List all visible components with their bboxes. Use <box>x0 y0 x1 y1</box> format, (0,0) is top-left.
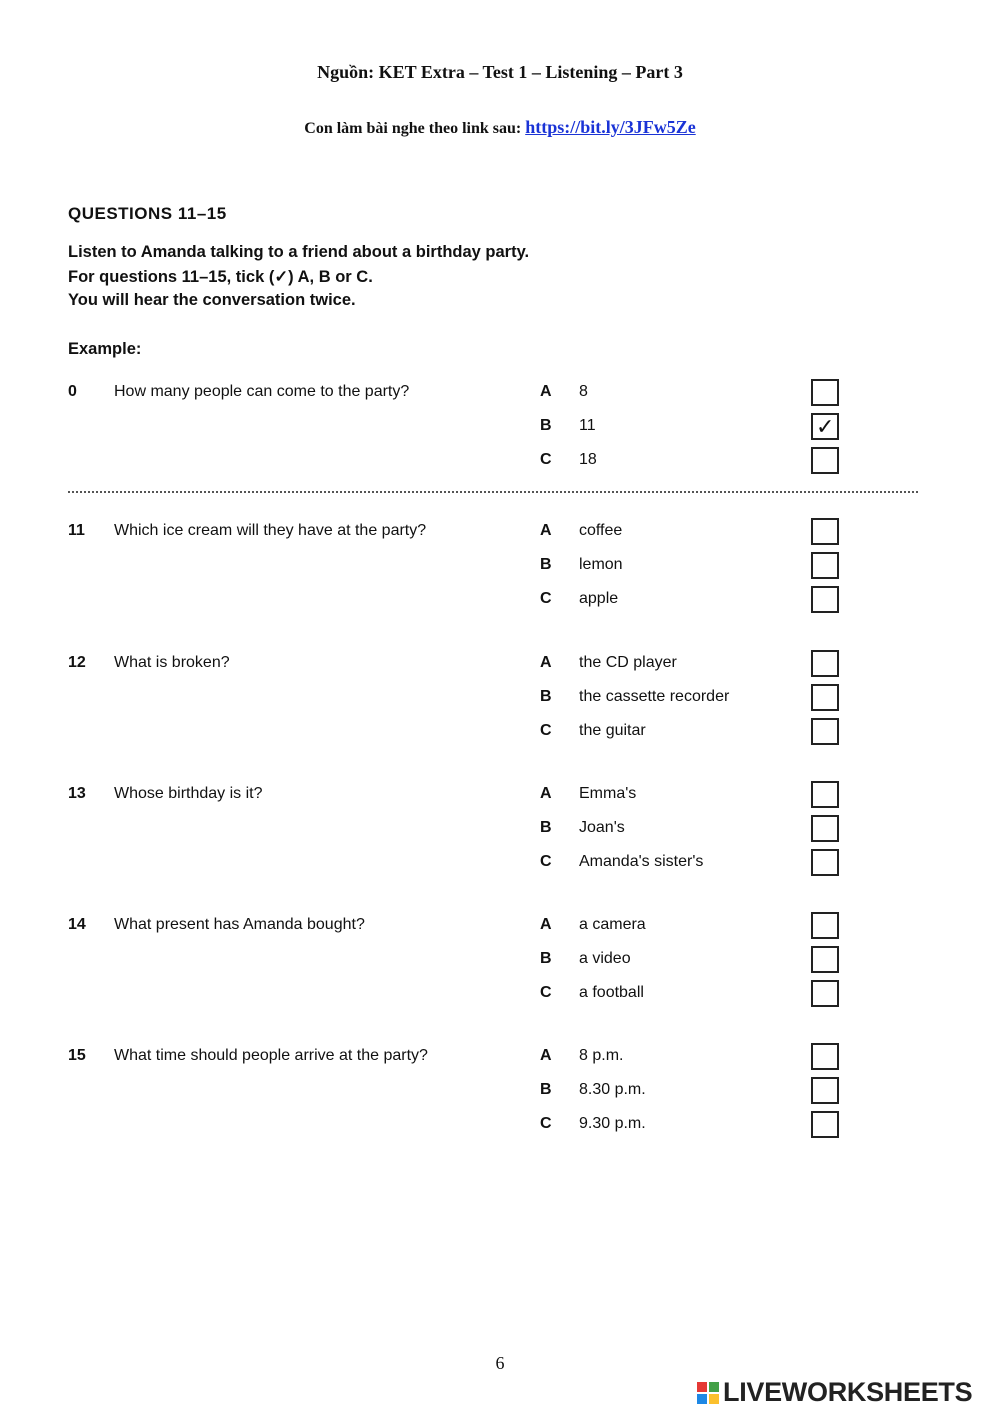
source-line: Nguồn: KET Extra – Test 1 – Listening – Part 3 <box>317 62 683 82</box>
option-text: the CD player <box>579 654 677 671</box>
option-letter: A <box>540 916 552 933</box>
logo-square <box>709 1394 719 1404</box>
answer-checkbox[interactable] <box>811 815 839 842</box>
instruction-line: You will hear the conversation twice. <box>68 291 356 309</box>
option-text: Amanda's sister's <box>579 853 704 870</box>
option-letter: C <box>540 590 552 607</box>
option-letter: B <box>540 556 552 573</box>
answer-checkbox[interactable] <box>811 447 839 474</box>
instruction-line: For questions 11–15, tick (✓) A, B or C. <box>68 268 373 286</box>
answer-checkbox[interactable] <box>811 912 839 939</box>
answer-checkbox[interactable] <box>811 552 839 579</box>
answer-checkbox[interactable] <box>811 518 839 545</box>
question-text: What time should people arrive at the party? <box>114 1047 428 1064</box>
link-prefix: Con làm bài nghe theo link sau: <box>304 120 526 137</box>
option-letter: A <box>540 654 552 671</box>
liveworksheets-logo <box>697 1377 972 1408</box>
option-letter: B <box>540 950 552 967</box>
option-letter: C <box>540 1115 552 1132</box>
question-number: 14 <box>68 916 86 933</box>
option-text: lemon <box>579 556 623 573</box>
option-letter: C <box>540 853 552 870</box>
instruction-line: Listen to Amanda talking to a friend about a birthday party. <box>68 243 530 261</box>
answer-checkbox[interactable] <box>811 650 839 677</box>
option-letter: A <box>540 383 552 400</box>
logo-text: LIVEWORKSHEETS <box>723 1377 973 1407</box>
question-number: 15 <box>68 1047 86 1064</box>
example-divider <box>68 491 918 493</box>
option-letter: C <box>540 722 552 739</box>
logo-square <box>709 1382 719 1392</box>
answer-checkbox[interactable] <box>811 413 839 440</box>
option-letter: B <box>540 688 552 705</box>
answer-checkbox[interactable] <box>811 718 839 745</box>
answer-checkbox[interactable] <box>811 849 839 876</box>
link-line <box>0 117 1000 138</box>
option-text: a video <box>579 950 631 967</box>
option-letter: C <box>540 984 552 1001</box>
question-text: Whose birthday is it? <box>114 785 263 802</box>
option-text: coffee <box>579 522 623 539</box>
option-text: a football <box>579 984 644 1001</box>
option-letter: A <box>540 785 552 802</box>
option-letter: A <box>540 522 552 539</box>
question-text: How many people can come to the party? <box>114 383 410 400</box>
answer-checkbox[interactable] <box>811 1043 839 1070</box>
option-text: 8.30 p.m. <box>579 1081 646 1098</box>
option-text: Emma's <box>579 785 637 802</box>
question-number: 13 <box>68 785 86 802</box>
answer-checkbox[interactable] <box>811 379 839 406</box>
option-letter: B <box>540 417 552 434</box>
answer-checkbox[interactable] <box>811 781 839 808</box>
question-text: What present has Amanda bought? <box>114 916 365 933</box>
audio-link[interactable]: https://bit.ly/3JFw5Ze <box>525 117 696 137</box>
checkmark-icon: ✓ <box>816 414 835 439</box>
option-text: 9.30 p.m. <box>579 1115 646 1132</box>
option-letter: B <box>540 1081 552 1098</box>
answer-checkbox[interactable] <box>811 684 839 711</box>
answer-checkbox[interactable] <box>811 946 839 973</box>
answer-checkbox[interactable] <box>811 586 839 613</box>
option-letter: B <box>540 819 552 836</box>
logo-square <box>697 1382 707 1392</box>
question-number: 12 <box>68 654 86 671</box>
option-text: 8 <box>579 383 588 400</box>
question-text: What is broken? <box>114 654 230 671</box>
option-text: a camera <box>579 916 646 933</box>
option-text: 8 p.m. <box>579 1047 624 1064</box>
question-number: 11 <box>68 522 85 539</box>
option-text: 18 <box>579 451 597 468</box>
logo-square <box>697 1394 707 1404</box>
question-number: 0 <box>68 383 77 400</box>
option-text: Joan's <box>579 819 625 836</box>
answer-checkbox[interactable] <box>811 1111 839 1138</box>
option-text: the cassette recorder <box>579 688 730 705</box>
page-number: 6 <box>495 1353 505 1373</box>
section-heading: QUESTIONS 11–15 <box>68 204 227 223</box>
answer-checkbox[interactable] <box>811 980 839 1007</box>
option-text: the guitar <box>579 722 646 739</box>
option-text: 11 <box>579 417 596 434</box>
option-text: apple <box>579 590 619 607</box>
answer-checkbox[interactable] <box>811 1077 839 1104</box>
question-text: Which ice cream will they have at the party? <box>114 522 427 539</box>
logo-grid-icon <box>697 1382 719 1404</box>
example-label: Example: <box>68 340 142 358</box>
option-letter: A <box>540 1047 552 1064</box>
option-letter: C <box>540 451 552 468</box>
